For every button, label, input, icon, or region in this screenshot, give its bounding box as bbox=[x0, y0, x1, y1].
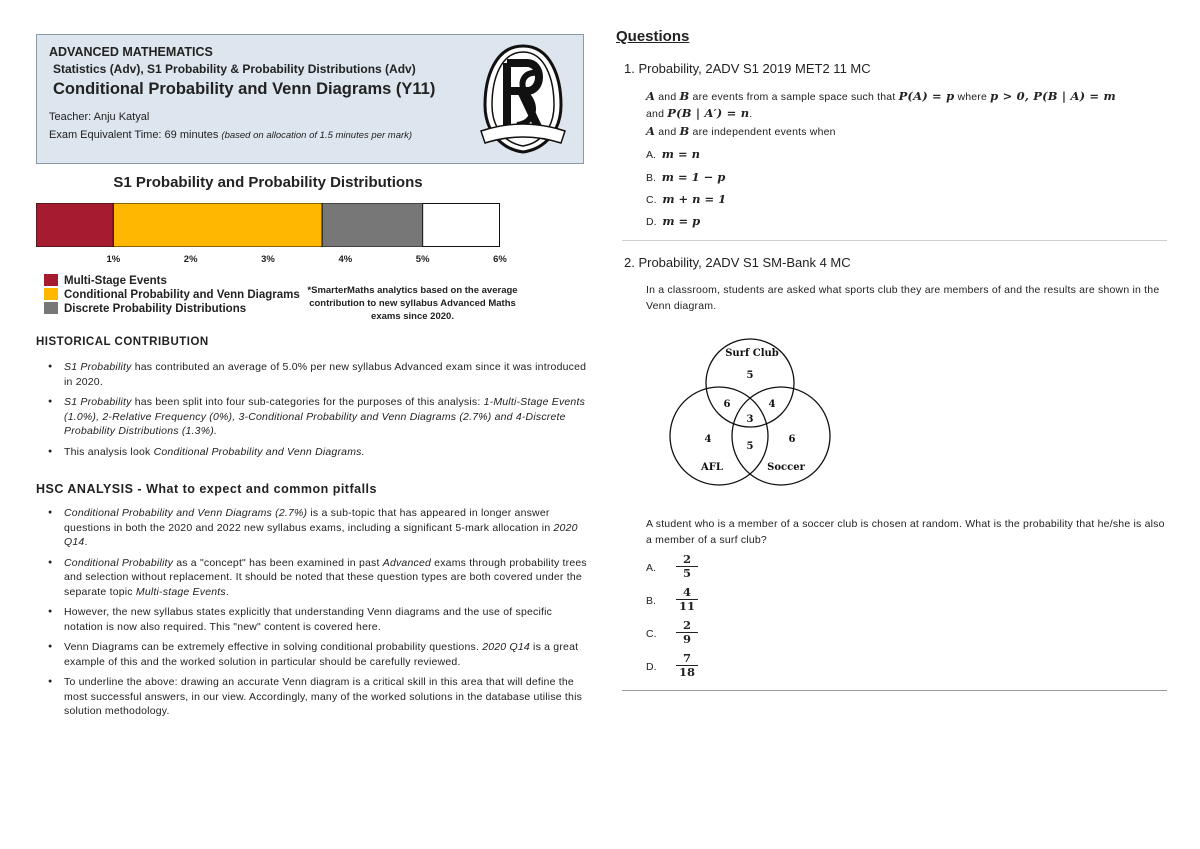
venn-afl-surf: 6 bbox=[723, 399, 731, 410]
list-item: ● To underline the above: drawing an accurate Venn diagram is a critical skill in this area that will define the most successful answers, in our view. Accordingly, many of the worked solutions in the database utilise this solution methodology. bbox=[48, 675, 588, 719]
chart-note: *SmarterMaths analytics based on the average contribution to new syllabus Advanced Maths exams since 2020. bbox=[307, 285, 518, 322]
venn-label-soccer: Soccer bbox=[767, 462, 805, 473]
subject-label: ADVANCED MATHEMATICS bbox=[49, 45, 213, 59]
x-tick-label: 4% bbox=[338, 254, 353, 265]
x-tick-label: 1% bbox=[106, 254, 121, 265]
list-item: ● However, the new syllabus states explicitly that understanding Venn diagrams and the use of specific notation is now also required. This "new" content is covered here. bbox=[48, 605, 588, 634]
q2-option-a-fraction: $\frac{2}{5}$ bbox=[676, 553, 698, 580]
bar-segment-1 bbox=[36, 203, 113, 247]
list-item: ● S1 Probability has contributed an average of 5.0% per new syllabus Advanced exam since it was introduced in 2020. bbox=[48, 360, 588, 389]
legend-item-conditional: Conditional Probability and Venn Diagrams bbox=[44, 288, 300, 301]
hsc-heading: HSC ANALYSIS - What to expect and common pitfalls bbox=[36, 482, 377, 496]
legend-swatch bbox=[44, 274, 58, 286]
q2-option-d[interactable]: D. bbox=[646, 661, 657, 673]
teacher-label: Teacher: Anju Katyal bbox=[49, 111, 150, 123]
exam-time-label: Exam Equivalent Time: 69 minutes (based on allocation of 1.5 minutes per mark) bbox=[49, 129, 413, 141]
historical-heading: HISTORICAL CONTRIBUTION bbox=[36, 336, 209, 348]
question-2-title: 2. Probability, 2ADV S1 SM-Bank 4 MC bbox=[624, 255, 851, 270]
list-item: ● This analysis look Conditional Probability and Venn Diagrams. bbox=[48, 445, 588, 460]
historical-list bbox=[48, 360, 588, 465]
topic-label: Statistics (Adv), S1 Probability & Probability Distributions (Adv) bbox=[53, 62, 416, 76]
hsc-list bbox=[48, 506, 588, 725]
venn-surf-only: 5 bbox=[746, 370, 754, 381]
list-item: ● S1 Probability has been split into four sub-categories for the purposes of this analysis: 1-Multi-Stage Events (1.0%), 2-Relative Frequency (0%), 3-Conditional Probability and Venn Diagrams (2.7%) and 4-Discrete Probability Distributions (1.3%). bbox=[48, 395, 588, 439]
divider bbox=[622, 240, 1167, 241]
q2-option-a[interactable]: A. bbox=[646, 562, 656, 574]
legend-item-multi-stage: Multi-Stage Events bbox=[44, 274, 167, 287]
question-1-condition: A and B are independent events when bbox=[646, 124, 836, 138]
x-tick-label: 5% bbox=[415, 254, 430, 265]
bar-segment-2 bbox=[113, 203, 322, 247]
x-tick-label: 6% bbox=[493, 254, 507, 265]
question-1-title: 1. Probability, 2ADV S1 2019 MET2 11 MC bbox=[624, 61, 871, 76]
q1-option-b[interactable]: B. m = 1 − p bbox=[646, 170, 726, 184]
x-tick-label: 2% bbox=[183, 254, 198, 265]
venn-label-afl: AFL bbox=[701, 462, 723, 473]
chart-title: S1 Probability and Probability Distributions bbox=[113, 174, 423, 191]
q2-option-c[interactable]: C. bbox=[646, 628, 657, 640]
venn-diagram bbox=[664, 338, 840, 488]
venn-all: 3 bbox=[746, 414, 754, 425]
legend-swatch bbox=[44, 288, 58, 300]
header-box bbox=[36, 34, 584, 164]
bar-segment-3 bbox=[322, 203, 423, 247]
q1-option-c[interactable]: C. m + n = 1 bbox=[646, 192, 727, 206]
page-title: Conditional Probability and Venn Diagrams (Y11) bbox=[53, 80, 436, 98]
venn-afl-only: 4 bbox=[704, 434, 712, 445]
q2-option-d-fraction: $\frac{7}{18}$ bbox=[676, 652, 698, 679]
questions-heading: Questions bbox=[616, 28, 690, 45]
list-item: ● Conditional Probability as a "concept" has been examined in past Advanced exams through probability trees and selection without replacement. It should be noted that these question types are both covered under the separate topic Multi-stage Events. bbox=[48, 556, 588, 600]
x-tick-label: 3% bbox=[261, 254, 275, 265]
question-1-text: A and B are events from a sample space such that P(A) = p where p > 0, P(B | A) = m and P(B | A′) = n. bbox=[646, 89, 1116, 120]
question-2-question: A student who is a member of a soccer club is chosen at random. What is the probability that he/she is also a member of a surf club? bbox=[646, 518, 1165, 546]
venn-surf-soccer: 4 bbox=[768, 399, 776, 410]
q1-option-a[interactable]: A. m = n bbox=[646, 147, 700, 161]
q2-option-b[interactable]: B. bbox=[646, 595, 656, 607]
venn-afl-soccer: 5 bbox=[746, 441, 754, 452]
legend-swatch bbox=[44, 302, 58, 314]
stacked-bar-chart bbox=[36, 203, 500, 247]
legend-item-discrete: Discrete Probability Distributions bbox=[44, 302, 246, 315]
school-crest-logo bbox=[477, 43, 569, 155]
divider bbox=[622, 690, 1167, 691]
venn-soccer-only: 6 bbox=[788, 434, 796, 445]
q1-option-d[interactable]: D. m = p bbox=[646, 214, 701, 228]
list-item: ● Venn Diagrams can be extremely effective in solving conditional probability questions. 2020 Q14 is a great example of this and the worked solution in particular should be carefully reviewed. bbox=[48, 640, 588, 669]
venn-label-surf: Surf Club bbox=[725, 348, 779, 359]
list-item: ● Conditional Probability and Venn Diagrams (2.7%) is a sub-topic that has appeared in longer answer questions in both the 2020 and 2022 new syllabus exams, including a significant 5-mark allocation in 2020 Q14. bbox=[48, 506, 588, 550]
q2-option-c-fraction: $\frac{2}{9}$ bbox=[676, 619, 698, 646]
question-2-intro: In a classroom, students are asked what sports club they are members of and the results are shown in the Venn diagram. bbox=[646, 284, 1160, 312]
q2-option-b-fraction: $\frac{4}{11}$ bbox=[676, 586, 698, 613]
